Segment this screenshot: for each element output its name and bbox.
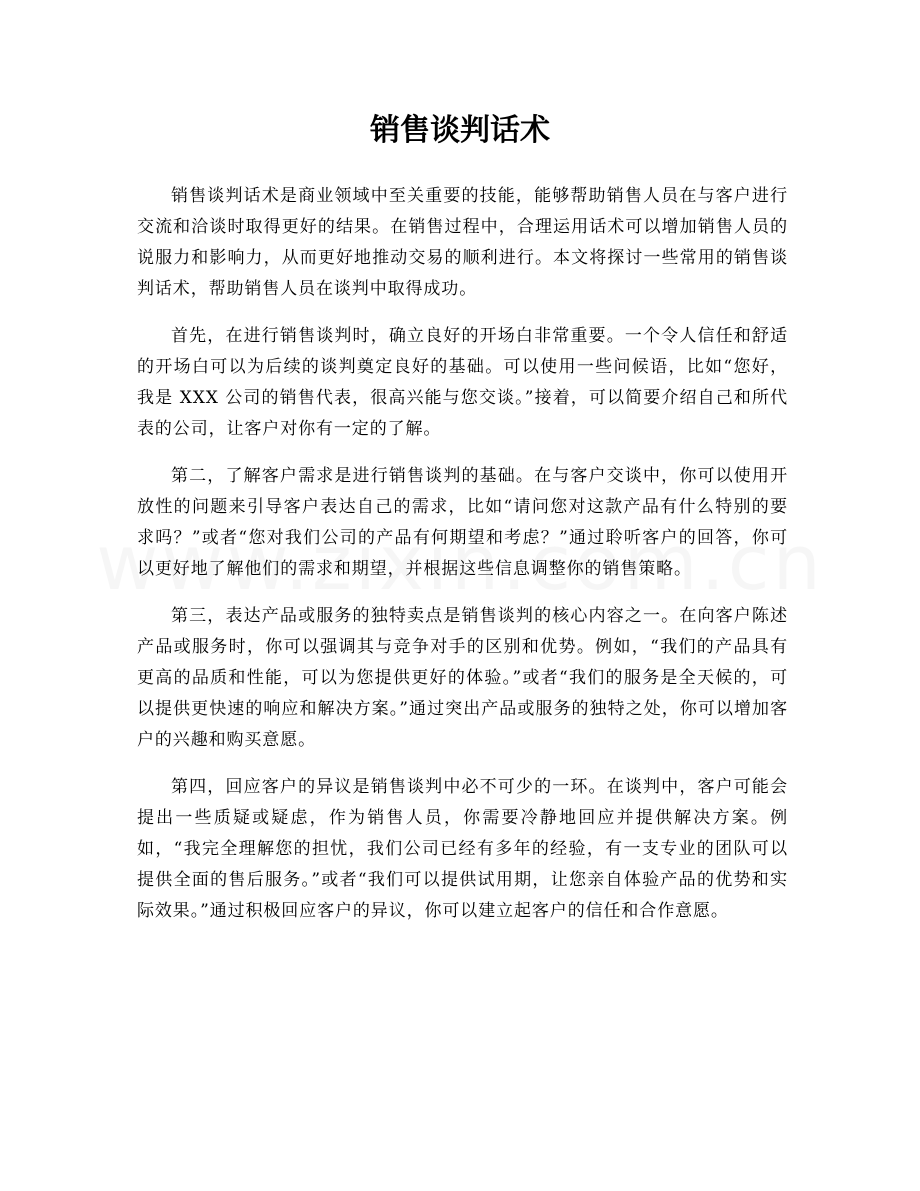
document-title: 销售谈判话术 (370, 113, 550, 148)
paragraph-first: 首先，在进行销售谈判时，确立良好的开场白非常重要。一个令人信任和舒适的开场白可以为后续的谈判奠定良好的基础。可以使用一些问候语，比如“您好，我是 XXX 公司的销售代表，很高兴能与您交谈。”接着，可以简要介绍自己和所代表的公司，让客户对你有一定的了解。 (137, 326, 788, 439)
paragraph-second: 第二，了解客户需求是进行销售谈判的基础。在与客户交谈中，你可以使用开放性的问题来引导客户表达自己的需求，比如“请问您对这款产品有什么特别的要求吗？”或者“您对我们公司的产品有何期望和考虑？”通过聆听客户的回答，你可以更好地了解他们的需求和期望，并根据这些信息调整你的销售策略。 (137, 466, 788, 579)
document-body (137, 181, 788, 943)
paragraph-intro: 销售谈判话术是商业领域中至关重要的技能，能够帮助销售人员在与客户进行交流和洽谈时取得更好的结果。在销售过程中，合理运用话术可以增加销售人员的说服力和影响力，从而更好地推动交易的顺利进行。本文将探讨一些常用的销售谈判话术，帮助销售人员在谈判中取得成功。 (137, 186, 788, 299)
paragraph-fourth: 第四，回应客户的异议是销售谈判中必不可少的一环。在谈判中，客户可能会提出一些质疑或疑虑，作为销售人员，你需要冷静地回应并提供解决方案。例如，“我完全理解您的担忧，我们公司已经有多年的经验，有一支专业的团队可以提供全面的售后服务。”或者“我们可以提供试用期，让您亲自体验产品的优势和实际效果。”通过积极回应客户的异议，你可以建立起客户的信任和合作意愿。 (137, 777, 788, 921)
paragraph-third: 第三，表达产品或服务的独特卖点是销售谈判的核心内容之一。在向客户陈述产品或服务时，你可以强调其与竞争对手的区别和优势。例如，“我们的产品具有更高的品质和性能，可以为您提供更好的体验。”或者“我们的服务是全天候的，可以提供更快速的响应和解决方案。”通过突出产品或服务的独特之处，你可以增加客户的兴趣和购买意愿。 (137, 606, 788, 750)
